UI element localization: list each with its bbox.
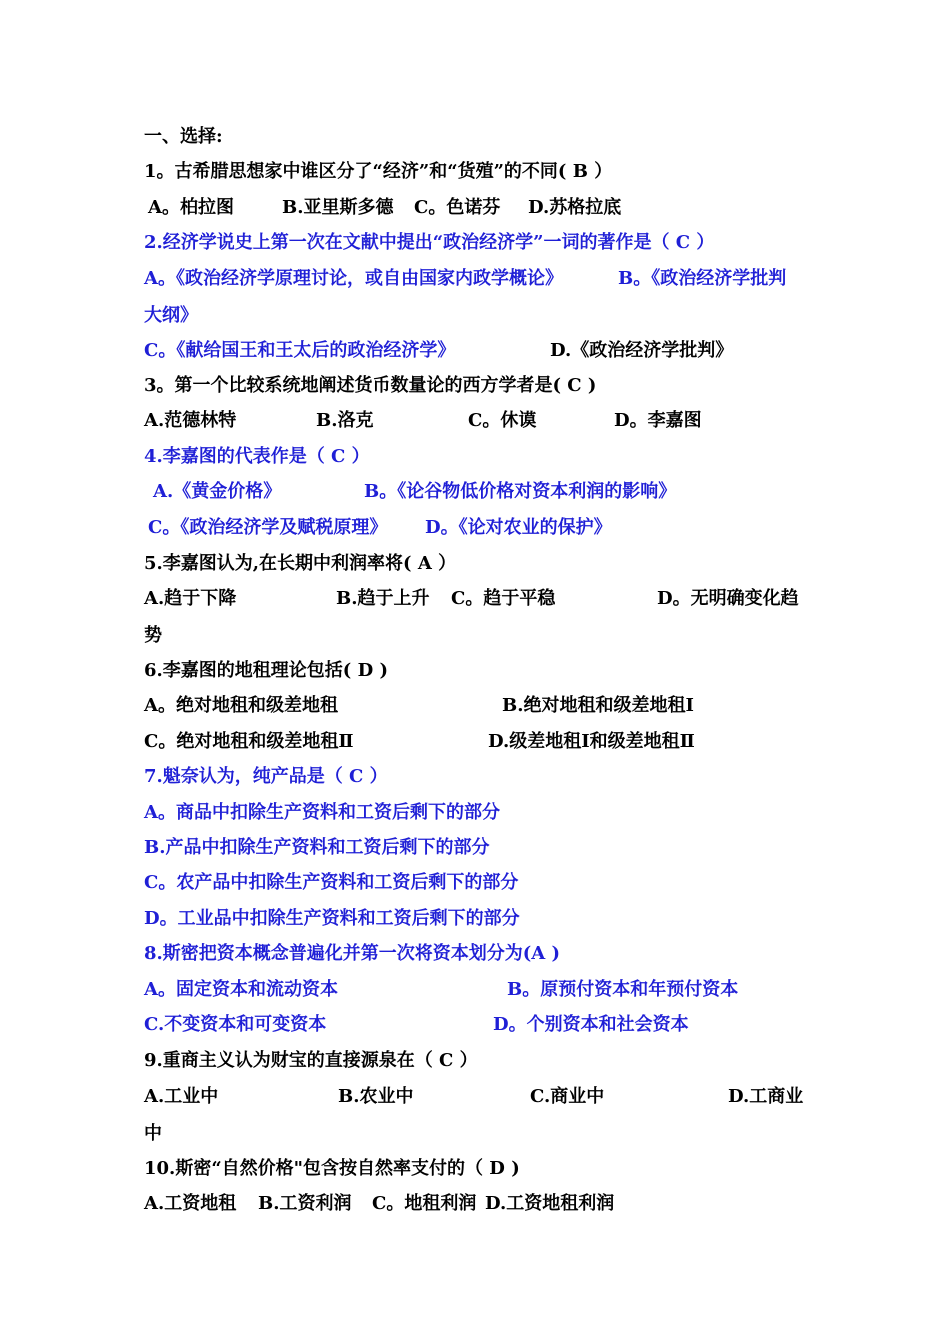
option-2c: C。《献给国王和王太后的政治经济学》 bbox=[144, 340, 456, 361]
question-3: 3。第一个比较系统地阐述货币数量论的西方学者是( C ) bbox=[144, 375, 597, 396]
option-2b: B。《政治经济学批判 bbox=[618, 268, 787, 289]
option-7c: C。农产品中扣除生产资料和工资后剩下的部分 bbox=[144, 872, 519, 893]
option-1a: A。柏拉图 bbox=[148, 197, 234, 218]
option-6d: D.级差地租Ⅰ和级差地租Ⅱ bbox=[488, 731, 695, 752]
option-10b: B.工资利润 bbox=[258, 1193, 352, 1214]
option-9b: B.农业中 bbox=[338, 1086, 414, 1107]
question-4: 4.李嘉图的代表作是（ C ） bbox=[144, 446, 370, 467]
option-5d-continued: 势 bbox=[144, 625, 162, 646]
option-4d: D。《论对农业的保护》 bbox=[425, 517, 612, 538]
option-5a: A.趋于下降 bbox=[144, 588, 237, 609]
option-3b: B.洛克 bbox=[316, 410, 374, 431]
option-9d-continued: 中 bbox=[144, 1123, 162, 1144]
option-4c: C。《政治经济学及赋税原理》 bbox=[148, 517, 388, 538]
question-2: 2.经济学说史上第一次在文献中提出“政治经济学”一词的著作是（ C ） bbox=[144, 232, 715, 253]
question-5: 5.李嘉图认为,在长期中利润率将( A ） bbox=[144, 553, 457, 574]
question-6: 6.李嘉图的地租理论包括( D ) bbox=[144, 660, 388, 681]
option-6c: C。绝对地租和级差地租Ⅱ bbox=[144, 731, 354, 752]
option-4b: B。《论谷物低价格对资本利润的影响》 bbox=[364, 481, 677, 502]
option-6b: B.绝对地租和级差地租Ⅰ bbox=[502, 695, 694, 716]
option-7d: D。工业品中扣除生产资料和工资后剩下的部分 bbox=[144, 908, 520, 929]
option-8c: C.不变资本和可变资本 bbox=[144, 1014, 327, 1035]
option-9c: C.商业中 bbox=[530, 1086, 605, 1107]
option-1d: D.苏格拉底 bbox=[528, 197, 622, 218]
option-10c: C。地租利润 bbox=[372, 1193, 477, 1214]
option-7b: B.产品中扣除生产资料和工资后剩下的部分 bbox=[144, 837, 490, 858]
option-3c: C。休谟 bbox=[468, 410, 537, 431]
option-7a: A。商品中扣除生产资料和工资后剩下的部分 bbox=[144, 802, 500, 823]
option-2a: A。《政治经济学原理讨论，或自由国家内政学概论》 bbox=[144, 268, 563, 289]
option-1c: C。色诺芬 bbox=[414, 197, 501, 218]
option-9d: D.工商业 bbox=[728, 1086, 804, 1107]
option-10d: D.工资地租利润 bbox=[485, 1193, 615, 1214]
option-5d: D。无明确变化趋 bbox=[657, 588, 799, 609]
question-10: 10.斯密“自然价格"包含按自然率支付的（ D ) bbox=[144, 1158, 520, 1179]
section-title: 一、选择: bbox=[144, 126, 223, 147]
option-3d: D。李嘉图 bbox=[614, 410, 702, 431]
option-4a: A.《黄金价格》 bbox=[153, 481, 282, 502]
question-1: 1。古希腊思想家中谁区分了“经济”和“货殖”的不同( B ） bbox=[144, 161, 613, 182]
option-8d: D。个别资本和社会资本 bbox=[493, 1014, 689, 1035]
question-7: 7.魁奈认为，纯产品是（ C ） bbox=[144, 766, 388, 787]
option-3a: A.范德林特 bbox=[144, 410, 237, 431]
option-9a: A.工业中 bbox=[144, 1086, 219, 1107]
option-1b: B.亚里斯多德 bbox=[282, 197, 394, 218]
option-5b: B.趋于上升 bbox=[336, 588, 430, 609]
option-5c: C。趋于平稳 bbox=[451, 588, 556, 609]
option-8a: A。固定资本和流动资本 bbox=[144, 979, 338, 1000]
option-2b-continued: 大纲》 bbox=[144, 305, 198, 326]
question-8: 8.斯密把资本概念普遍化并第一次将资本划分为(A ) bbox=[144, 943, 561, 964]
option-8b: B。原预付资本和年预付资本 bbox=[507, 979, 739, 1000]
option-6a: A。绝对地租和级差地租 bbox=[144, 695, 338, 716]
question-9: 9.重商主义认为财宝的直接源泉在（ C ） bbox=[144, 1050, 478, 1071]
option-10a: A.工资地租 bbox=[144, 1193, 237, 1214]
option-2d: D.《政治经济学批判》 bbox=[550, 340, 734, 361]
